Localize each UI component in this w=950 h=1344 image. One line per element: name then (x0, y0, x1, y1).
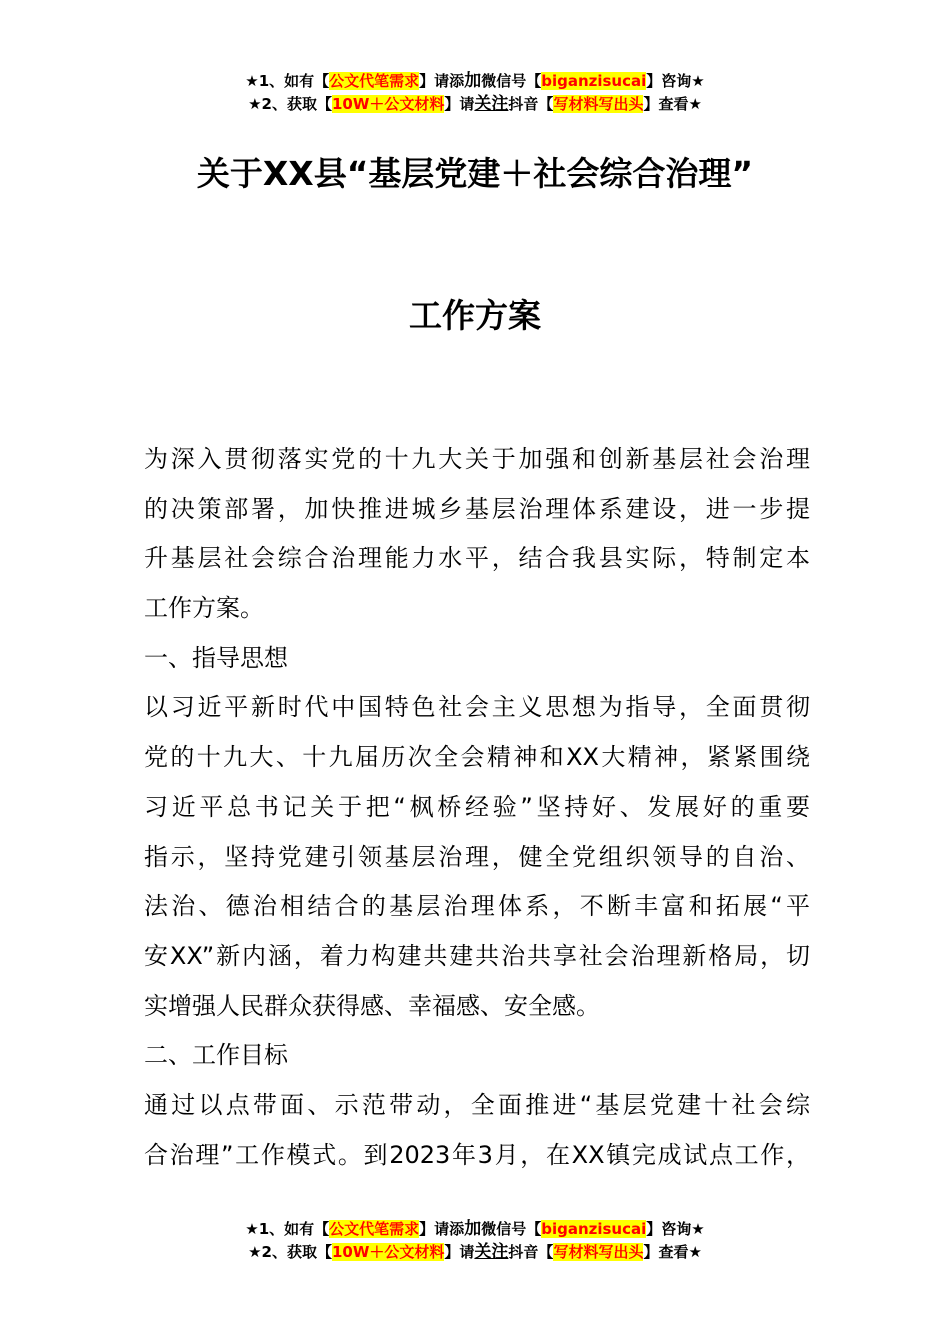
promo-line-2 (0, 93, 950, 116)
promo-line-2 (0, 1241, 950, 1264)
promo-line-1 (0, 1218, 950, 1241)
body-line: 升基层社会综合治理能力水平，结合我县实际，特制定本 (144, 544, 810, 573)
body-line: 安XX”新内涵，着力构建共建共治共享社会治理新格局，切 (144, 941, 810, 970)
body-line: 合治理”工作模式。到2023年3月，在XX镇完成试点工作， (144, 1140, 810, 1169)
promo-wechat-id: biganzisucai (541, 72, 647, 90)
promo-text: 抖音【 (508, 95, 554, 113)
promo-text: ★2、获取【 (248, 95, 332, 113)
body-line: 实增强人民群众获得感、幸福感、安全感。 (144, 991, 600, 1020)
promo-emphasis: 加 (464, 71, 482, 91)
promo-text: 】请添 (419, 1220, 465, 1238)
promo-text: 】咨询★ (646, 72, 705, 90)
body-line: 的决策部署，加快推进城乡基层治理体系建设，进一步提 (144, 494, 810, 523)
document-title-continued: 工作方案 (409, 296, 541, 335)
promo-highlight: 公文代笔需求 (329, 72, 420, 90)
section-heading: 一、指导思想 (144, 643, 288, 672)
promo-text: ★2、获取【 (248, 1243, 332, 1261)
promo-highlight: 公文代笔需求 (329, 1220, 420, 1238)
promo-highlight: 10W＋公文材料 (331, 95, 445, 113)
document-title: 关于XX县“基层党建＋社会综合治理” (196, 154, 754, 193)
promo-emphasis: 关注 (474, 94, 509, 114)
promo-text: 】咨询★ (646, 1220, 705, 1238)
body-line: 工作方案。 (144, 594, 264, 623)
section-heading: 二、工作目标 (144, 1041, 288, 1070)
promo-highlight: 10W＋公文材料 (331, 1243, 445, 1261)
promo-banner-bottom (0, 1218, 950, 1264)
promo-douyin-id: 写材料写出头 (553, 95, 644, 113)
promo-douyin-id: 写材料写出头 (553, 1243, 644, 1261)
promo-text: 微信号【 (481, 1220, 542, 1238)
body-line: 指示，坚持党建引领基层治理，健全党组织领导的自治、 (144, 842, 810, 871)
promo-text: 】查看★ (643, 1243, 702, 1261)
promo-text: 】查看★ (643, 95, 702, 113)
document-body (144, 435, 810, 1180)
body-line: 为深入贯彻落实党的十九大关于加强和创新基层社会治理 (144, 445, 810, 473)
body-line: 党的十九大、十九届历次全会精神和XX大精神，紧紧围绕 (144, 743, 810, 772)
promo-text: 微信号【 (481, 72, 542, 90)
promo-text: 】请 (444, 95, 475, 113)
promo-text: 】请添 (419, 72, 465, 90)
promo-text: 抖音【 (508, 1243, 554, 1261)
promo-emphasis: 加 (464, 1219, 482, 1239)
body-line: 以习近平新时代中国特色社会主义思想为指导，全面贯彻 (144, 693, 810, 722)
body-line: 通过以点带面、示范带动，全面推进“基层党建十社会综 (144, 1090, 810, 1119)
promo-wechat-id: biganzisucai (541, 1220, 647, 1238)
promo-text: 】请 (444, 1243, 475, 1261)
promo-text: ★1、如有【 (245, 1220, 330, 1238)
body-line: 习近平总书记关于把“枫桥经验”坚持好、发展好的重要 (144, 792, 810, 821)
promo-line-1 (0, 70, 950, 93)
promo-banner-top (0, 70, 950, 116)
promo-emphasis: 关注 (474, 1242, 509, 1262)
body-line: 法治、德治相结合的基层治理体系，不断丰富和拓展“平 (144, 892, 810, 921)
promo-text: ★1、如有【 (245, 72, 330, 90)
